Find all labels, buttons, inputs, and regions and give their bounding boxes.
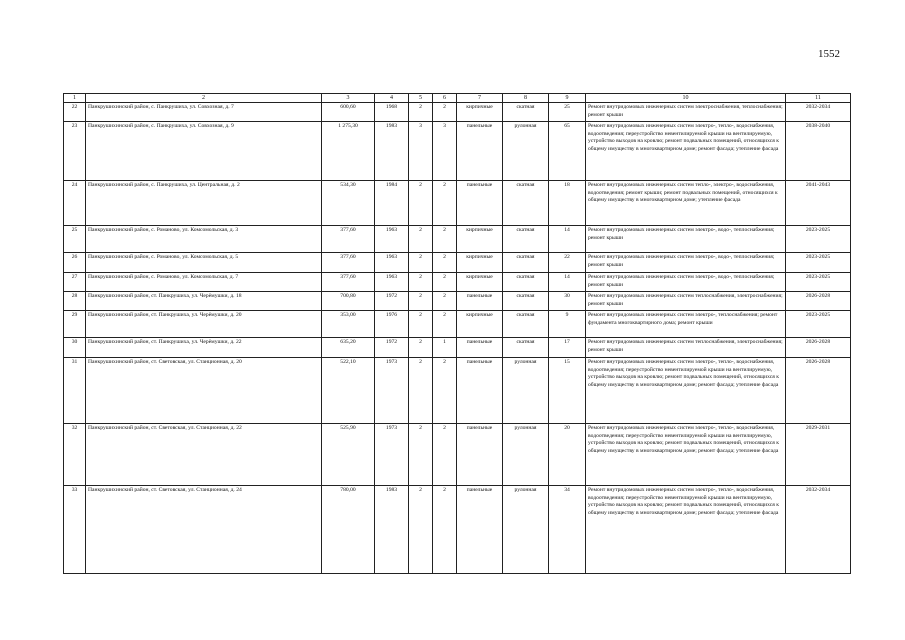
row-number: 33 [64, 486, 86, 574]
works-cell: Ремонт внутридомовых инженерных систем электро-, водо-, теплоснабжения; ремонт крыши [586, 273, 786, 292]
area-cell: 377,60 [322, 253, 375, 273]
floors-cell: 2 [409, 226, 433, 253]
roof-cell: скатная [503, 273, 549, 292]
column-number: 2 [86, 94, 322, 103]
area-cell: 1 275,30 [322, 122, 375, 181]
area-cell: 377,60 [322, 273, 375, 292]
floors-cell: 2 [409, 424, 433, 486]
works-cell: Ремонт внутридомовых инженерных систем электроснабжения, теплоснабжения; ремонт крыши [586, 103, 786, 122]
column-number: 1 [64, 94, 86, 103]
entrances-cell: 2 [433, 486, 457, 574]
walls-cell: панельные [457, 358, 503, 424]
entrances-cell: 2 [433, 424, 457, 486]
column-number: 4 [375, 94, 409, 103]
table-row [64, 181, 851, 226]
wear-cell: 25 [549, 103, 586, 122]
row-number: 30 [64, 338, 86, 358]
roof-cell: скатная [503, 311, 549, 338]
walls-cell: панельные [457, 122, 503, 181]
walls-cell: кирпичные [457, 226, 503, 253]
row-number: 22 [64, 103, 86, 122]
area-cell: 600,60 [322, 103, 375, 122]
wear-cell: 20 [549, 424, 586, 486]
period-cell: 2026-2028 [786, 338, 851, 358]
column-number-row [64, 94, 851, 103]
address-cell: Панкрушихинский район, с. Романово, ул. Комсомольская, д. 3 [86, 226, 322, 253]
floors-cell: 2 [409, 311, 433, 338]
area-cell: 534,30 [322, 181, 375, 226]
column-number: 5 [409, 94, 433, 103]
floors-cell: 2 [409, 273, 433, 292]
row-number: 31 [64, 358, 86, 424]
column-number: 9 [549, 94, 586, 103]
area-cell: 353,00 [322, 311, 375, 338]
works-cell: Ремонт внутридомовых инженерных систем электро-, теплоснабжения; ремонт фундамента многоквартирного дома; ремонт крыши [586, 311, 786, 338]
row-number: 27 [64, 273, 86, 292]
entrances-cell: 2 [433, 358, 457, 424]
walls-cell: панельные [457, 338, 503, 358]
works-cell: Ремонт внутридомовых инженерных систем теплоснабжения, электроснабжения; ремонт крыши [586, 338, 786, 358]
roof-cell: скатная [503, 253, 549, 273]
row-number: 25 [64, 226, 86, 253]
wear-cell: 22 [549, 253, 586, 273]
works-cell: Ремонт внутридомовых инженерных систем электро-, тепло-, водоснабжения, водоотведения; переустройство невентилируемой крыши на вентилируемую, устройство выходов на кровлю; ремонт подвальных помещений, относящихся к общему имуществу в многоквартирном доме; ремонт фасада; утепление фасада [586, 122, 786, 181]
address-cell: Панкрушихинский район, ст. Световская, ул. Станционная, д. 22 [86, 424, 322, 486]
works-cell: Ремонт внутридомовых инженерных систем электро-, водо-, теплоснабжения; ремонт крыши [586, 226, 786, 253]
period-cell: 2026-2028 [786, 292, 851, 311]
column-number: 6 [433, 94, 457, 103]
address-cell: Панкрушихинский район, ст. Панкрушиха, ул. Черёмушки, д. 20 [86, 311, 322, 338]
year-cell: 1973 [375, 358, 409, 424]
address-cell: Панкрушихинский район, с. Романово, ул. Комсомольская, д. 5 [86, 253, 322, 273]
entrances-cell: 2 [433, 292, 457, 311]
row-number: 32 [64, 424, 86, 486]
table-row [64, 338, 851, 358]
address-cell: Панкрушихинский район, с. Панкрушиха, ул. Совхозная, д. 7 [86, 103, 322, 122]
works-cell: Ремонт внутридомовых инженерных систем электро-, водо-, теплоснабжения; ремонт крыши [586, 253, 786, 273]
year-cell: 1984 [375, 181, 409, 226]
wear-cell: 14 [549, 226, 586, 253]
wear-cell: 30 [549, 292, 586, 311]
period-cell: 2023-2025 [786, 311, 851, 338]
entrances-cell: 2 [433, 103, 457, 122]
area-cell: 780,00 [322, 486, 375, 574]
table-row [64, 486, 851, 574]
works-cell: Ремонт внутридомовых инженерных систем теплоснабжения, электроснабжения; ремонт крыши [586, 292, 786, 311]
roof-cell: скатная [503, 292, 549, 311]
area-cell: 377,60 [322, 226, 375, 253]
column-number: 7 [457, 94, 503, 103]
works-cell: Ремонт внутридомовых инженерных систем тепло-, электро-, водоснабжения, водоотведения; ремонт крыши; ремонт подвальных помещений, относящихся к общему имуществу в многоквартирном доме; утепление фасада [586, 181, 786, 226]
housing-table [63, 93, 851, 574]
wear-cell: 34 [549, 486, 586, 574]
roof-cell: рулонная [503, 424, 549, 486]
year-cell: 1972 [375, 292, 409, 311]
roof-cell: рулонная [503, 358, 549, 424]
year-cell: 1963 [375, 253, 409, 273]
floors-cell: 2 [409, 486, 433, 574]
year-cell: 1983 [375, 486, 409, 574]
table-row [64, 424, 851, 486]
address-cell: Панкрушихинский район, ст. Световская, ул. Станционная, д. 24 [86, 486, 322, 574]
roof-cell: скатная [503, 226, 549, 253]
wear-cell: 9 [549, 311, 586, 338]
floors-cell: 2 [409, 292, 433, 311]
entrances-cell: 2 [433, 226, 457, 253]
period-cell: 2026-2028 [786, 358, 851, 424]
roof-cell: рулонная [503, 122, 549, 181]
address-cell: Панкрушихинский район, с. Панкрушиха, ул. Центральная, д. 2 [86, 181, 322, 226]
table-row [64, 358, 851, 424]
table-row [64, 292, 851, 311]
roof-cell: скатная [503, 103, 549, 122]
floors-cell: 2 [409, 103, 433, 122]
address-cell: Панкрушихинский район, с. Панкрушиха, ул. Совхозная, д. 9 [86, 122, 322, 181]
address-cell: Панкрушихинский район, ст. Световская, ул. Станционная, д. 20 [86, 358, 322, 424]
floors-cell: 2 [409, 358, 433, 424]
row-number: 26 [64, 253, 86, 273]
row-number: 24 [64, 181, 86, 226]
column-number: 11 [786, 94, 851, 103]
wear-cell: 15 [549, 358, 586, 424]
year-cell: 1973 [375, 424, 409, 486]
year-cell: 1976 [375, 311, 409, 338]
works-cell: Ремонт внутридомовых инженерных систем электро-, тепло-, водоснабжения, водоотведения; переустройство невентилируемой крыши на вентилируемую, устройство выходов на кровлю; ремонт подвальных помещений, относящихся к общему имуществу в многоквартирном доме; ремонт фасада; утепление фасада [586, 358, 786, 424]
entrances-cell: 2 [433, 253, 457, 273]
wear-cell: 17 [549, 338, 586, 358]
period-cell: 2038-2040 [786, 122, 851, 181]
floors-cell: 2 [409, 253, 433, 273]
roof-cell: скатная [503, 181, 549, 226]
address-cell: Панкрушихинский район, ст. Панкрушиха, ул. Черёмушки, д. 18 [86, 292, 322, 311]
table-row [64, 273, 851, 292]
period-cell: 2023-2025 [786, 253, 851, 273]
entrances-cell: 2 [433, 311, 457, 338]
table-row [64, 122, 851, 181]
area-cell: 525,90 [322, 424, 375, 486]
walls-cell: панельные [457, 292, 503, 311]
walls-cell: кирпичные [457, 103, 503, 122]
page-number: 1552 [818, 48, 840, 60]
entrances-cell: 2 [433, 181, 457, 226]
row-number: 23 [64, 122, 86, 181]
column-number: 10 [586, 94, 786, 103]
area-cell: 522,10 [322, 358, 375, 424]
period-cell: 2023-2025 [786, 273, 851, 292]
table-row [64, 311, 851, 338]
row-number: 29 [64, 311, 86, 338]
column-number: 3 [322, 94, 375, 103]
period-cell: 2041-2043 [786, 181, 851, 226]
walls-cell: кирпичные [457, 253, 503, 273]
works-cell: Ремонт внутридомовых инженерных систем электро-, тепло-, водоснабжения, водоотведения; переустройство невентилируемой крыши на вентилируемую, устройство выходов на кровлю; ремонт подвальных помещений, относящихся к общему имуществу в многоквартирном доме; ремонт фасада; утепление фасада [586, 424, 786, 486]
table-row [64, 253, 851, 273]
walls-cell: панельные [457, 486, 503, 574]
period-cell: 2032-2034 [786, 103, 851, 122]
walls-cell: кирпичные [457, 311, 503, 338]
roof-cell: рулонная [503, 486, 549, 574]
wear-cell: 18 [549, 181, 586, 226]
year-cell: 1963 [375, 226, 409, 253]
table-row [64, 103, 851, 122]
period-cell: 2029-2031 [786, 424, 851, 486]
column-number: 8 [503, 94, 549, 103]
works-cell: Ремонт внутридомовых инженерных систем электро-, тепло-, водоснабжения, водоотведения; переустройство невентилируемой крыши на вентилируемую, устройство выходов на кровлю; ремонт подвальных помещений, относящихся к общему имуществу в многоквартирном доме; ремонт фасада; утепление фасада [586, 486, 786, 574]
area-cell: 635,20 [322, 338, 375, 358]
year-cell: 1983 [375, 122, 409, 181]
row-number: 28 [64, 292, 86, 311]
floors-cell: 2 [409, 181, 433, 226]
roof-cell: скатная [503, 338, 549, 358]
address-cell: Панкрушихинский район, с. Романово, ул. Комсомольская, д. 7 [86, 273, 322, 292]
floors-cell: 2 [409, 338, 433, 358]
entrances-cell: 3 [433, 122, 457, 181]
walls-cell: панельные [457, 424, 503, 486]
floors-cell: 3 [409, 122, 433, 181]
entrances-cell: 2 [433, 273, 457, 292]
area-cell: 700,80 [322, 292, 375, 311]
address-cell: Панкрушихинский район, ст. Панкрушиха, ул. Черёмушки, д. 22 [86, 338, 322, 358]
period-cell: 2023-2025 [786, 226, 851, 253]
year-cell: 1968 [375, 103, 409, 122]
wear-cell: 65 [549, 122, 586, 181]
walls-cell: панельные [457, 181, 503, 226]
year-cell: 1963 [375, 273, 409, 292]
wear-cell: 14 [549, 273, 586, 292]
year-cell: 1972 [375, 338, 409, 358]
table-row [64, 226, 851, 253]
period-cell: 2032-2034 [786, 486, 851, 574]
walls-cell: кирпичные [457, 273, 503, 292]
entrances-cell: 1 [433, 338, 457, 358]
